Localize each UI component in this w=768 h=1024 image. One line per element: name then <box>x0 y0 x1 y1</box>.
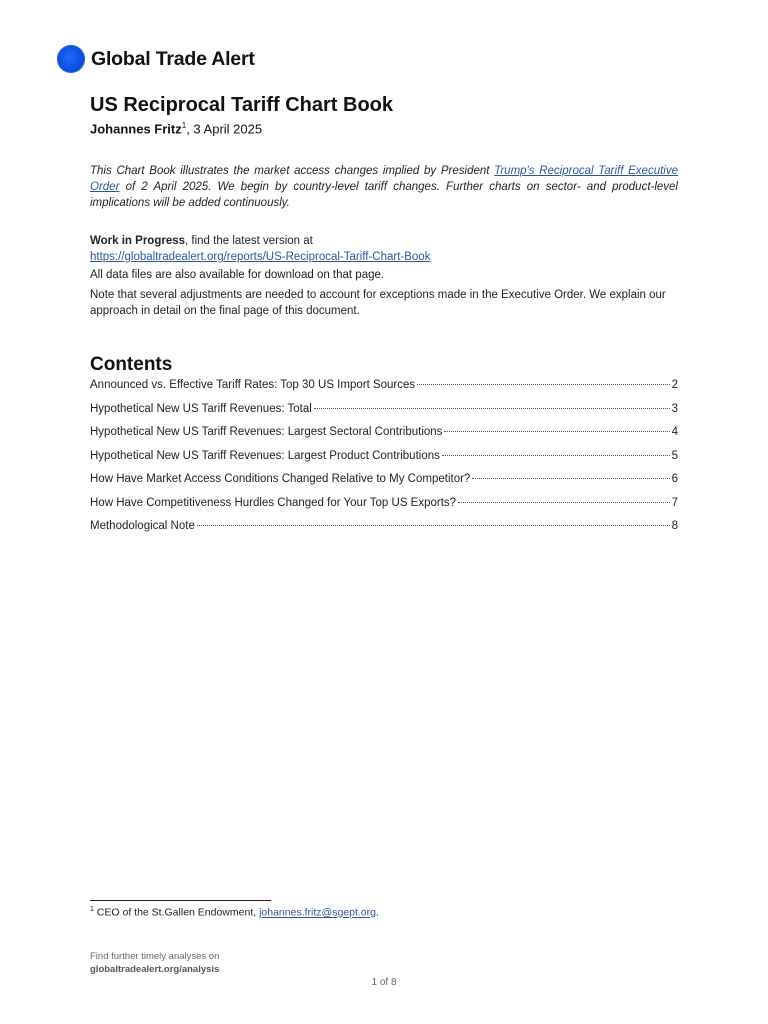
toc-leader <box>314 408 670 409</box>
toc-entry[interactable] <box>90 426 678 450</box>
toc-entry-page: 7 <box>671 496 678 509</box>
footnote <box>90 906 379 919</box>
publication-date: , 3 April 2025 <box>186 121 263 137</box>
toc-entry-title: Announced vs. Effective Tariff Rates: Top 30 US Import Sources <box>90 379 416 391</box>
executive-order-link[interactable]: Trump's Reciprocal Tariff Executive Order <box>90 165 678 193</box>
toc-entry[interactable] <box>90 403 678 427</box>
intro-text-after: of 2 April 2025. We begin by country-level tariff changes. Further charts on sector- and product-level implications will be added continuously. <box>90 181 678 209</box>
toc-entry-page: 8 <box>671 520 678 532</box>
toc-entry-title: Methodological Note <box>90 520 195 532</box>
toc-leader <box>458 502 670 503</box>
author-email-link[interactable]: johannes.fritz@sgept.org <box>259 906 376 919</box>
toc-entry-page: 4 <box>671 426 678 438</box>
toc-entry-title: Hypothetical New US Tariff Revenues: Largest Product Contributions <box>90 449 440 462</box>
toc-entry[interactable] <box>90 520 678 544</box>
toc-entry[interactable] <box>90 450 678 474</box>
toc-entry-title: Hypothetical New US Tariff Revenues: Total <box>90 402 312 415</box>
footnote-separator <box>90 900 271 901</box>
toc-entry-title: How Have Competitiveness Hurdles Changed for Your Top US Exports? <box>90 496 457 509</box>
toc-leader <box>444 431 669 432</box>
footnote-text: CEO of the St.Gallen Endowment, <box>93 906 260 919</box>
toc-entry[interactable] <box>90 473 678 497</box>
toc-entry-title: How Have Market Access Conditions Changed Relative to My Competitor? <box>90 473 471 485</box>
data-files-note: All data files are also available for download on that page. <box>90 269 385 281</box>
toc-leader <box>442 455 670 456</box>
globe-logo-icon <box>57 45 85 73</box>
brand-logo <box>57 45 255 73</box>
page-indicator: 1 of 8 <box>371 977 397 988</box>
adjustments-note: Note that several adjustments are needed to account for exceptions made in the Executive Order. We explain our approach in detail on the final page of this document. <box>90 289 666 317</box>
toc-entry-page: 3 <box>671 402 678 415</box>
intro-text-before: This Chart Book illustrates the market access changes implied by President <box>90 165 495 177</box>
toc-entry-page: 6 <box>671 473 678 485</box>
footnote-suffix: . <box>375 906 379 919</box>
wip-label: Work in Progress <box>90 235 186 247</box>
toc-entry[interactable] <box>90 379 678 403</box>
author-name: Johannes Fritz <box>90 121 182 137</box>
table-of-contents <box>90 379 678 544</box>
byline <box>90 121 262 136</box>
page-footer <box>90 950 219 976</box>
toc-entry-page: 2 <box>671 379 678 391</box>
footer-analysis-link[interactable]: globaltradealert.org/analysis <box>90 964 220 975</box>
intro-paragraph <box>90 163 678 211</box>
author-footnote-marker[interactable]: 1 <box>181 121 187 130</box>
toc-leader <box>417 384 669 385</box>
toc-entry-page: 5 <box>671 449 678 462</box>
latest-version-link[interactable]: https://globaltradealert.org/reports/US-Reciprocal-Tariff-Chart-Book <box>90 251 431 263</box>
contents-heading: Contents <box>90 354 173 375</box>
footer-text: Find further timely analyses on <box>90 951 220 962</box>
toc-leader <box>197 525 670 526</box>
brand-name: Global Trade Alert <box>91 47 255 70</box>
wip-text: , find the latest version at <box>185 235 313 247</box>
toc-entry[interactable] <box>90 497 678 521</box>
work-in-progress-note <box>90 233 690 265</box>
toc-leader <box>472 478 669 479</box>
footnote-marker: 1 <box>90 906 94 913</box>
toc-entry-title: Hypothetical New US Tariff Revenues: Largest Sectoral Contributions <box>90 426 443 438</box>
document-title: US Reciprocal Tariff Chart Book <box>90 94 394 116</box>
